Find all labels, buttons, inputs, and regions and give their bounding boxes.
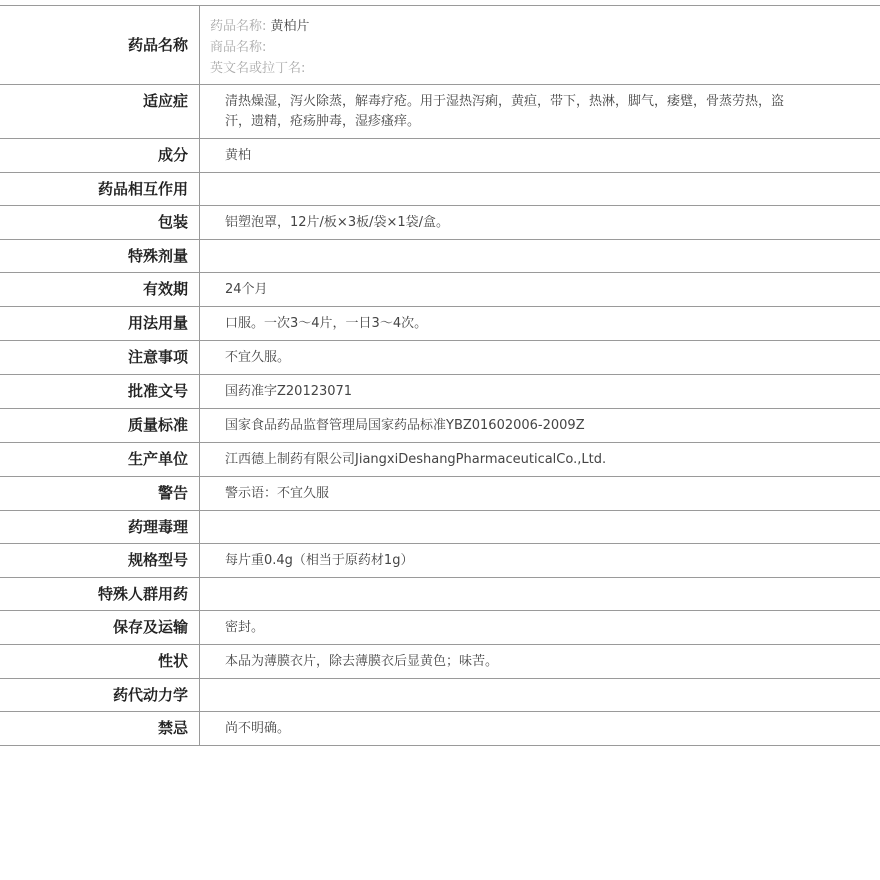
row-value: 黄柏 [225, 148, 252, 163]
row-label: 批准文号 [0, 375, 200, 408]
row-value: 江西德上制药有限公司JiangxiDeshangPharmaceuticalCo.,Ltd. [225, 452, 607, 467]
row-pharmacokinetics [0, 679, 880, 712]
row-label: 成分 [0, 139, 200, 172]
row-label: 质量标准 [0, 409, 200, 442]
row-label: 警告 [0, 477, 200, 510]
row-storage [0, 611, 880, 645]
row-ingredients [0, 139, 880, 173]
row-packaging [0, 206, 880, 240]
row-value: 不宜久服。 [225, 350, 291, 365]
row-label: 药理毒理 [0, 511, 200, 543]
latin-name-key: 英文名或拉丁名: [210, 61, 306, 76]
row-value [200, 240, 880, 272]
trade-name-line [210, 37, 880, 58]
row-label: 规格型号 [0, 544, 200, 577]
row-label: 禁忌 [0, 712, 200, 745]
row-label: 特殊人群用药 [0, 578, 200, 610]
row-indications [0, 85, 880, 139]
row-warning [0, 477, 880, 511]
row-value: 国药准字Z20123071 [225, 384, 353, 399]
row-label: 特殊剂量 [0, 240, 200, 272]
row-contraindications [0, 712, 880, 746]
row-label: 药代动力学 [0, 679, 200, 711]
row-quality-standard [0, 409, 880, 443]
row-value: 密封。 [225, 620, 265, 635]
row-label: 用法用量 [0, 307, 200, 340]
row-label: 药品相互作用 [0, 173, 200, 205]
row-label: 药品名称 [0, 6, 200, 84]
row-specification [0, 544, 880, 578]
row-value: 国家食品药品监督管理局国家药品标准YBZ01602006-2009Z [225, 418, 585, 433]
generic-name-value: 黄柏片 [270, 19, 310, 34]
row-value: 口服。一次3～4片，一日3～4次。 [225, 316, 428, 331]
row-value [200, 173, 880, 205]
row-value [200, 679, 880, 711]
row-value: 警示语：不宜久服 [225, 486, 330, 501]
row-description [0, 645, 880, 679]
trade-name-key: 商品名称: [210, 40, 267, 55]
row-value: 本品为薄膜衣片，除去薄膜衣后显黄色；味苦。 [225, 654, 499, 669]
drug-name-values [200, 6, 880, 84]
row-pharmacology [0, 511, 880, 544]
row-dosage [0, 307, 880, 341]
row-interactions [0, 173, 880, 206]
row-label: 包装 [0, 206, 200, 239]
generic-name-line [210, 16, 880, 37]
row-special-dosage [0, 240, 880, 273]
row-value: 清热燥湿，泻火除蒸，解毒疗疮。用于湿热泻痢，黄疸，带下，热淋，脚气，痿躄，骨蒸劳热，盗汗，遗精，疮疡肿毒，湿疹瘙痒。 [225, 94, 785, 129]
row-value [200, 578, 880, 610]
row-label: 性状 [0, 645, 200, 678]
drug-spec-table [0, 5, 880, 746]
row-special-populations [0, 578, 880, 611]
generic-name-key: 药品名称: [210, 19, 267, 34]
row-label: 适应症 [0, 85, 200, 138]
row-label: 有效期 [0, 273, 200, 306]
row-label: 注意事项 [0, 341, 200, 374]
row-value [200, 511, 880, 543]
row-shelf-life [0, 273, 880, 307]
latin-name-line [210, 58, 880, 79]
row-label: 生产单位 [0, 443, 200, 476]
row-value: 铝塑泡罩，12片/板×3板/袋×1袋/盒。 [225, 215, 450, 230]
row-value: 每片重0.4g（相当于原药材1g） [225, 553, 414, 568]
row-manufacturer [0, 443, 880, 477]
row-label: 保存及运输 [0, 611, 200, 644]
row-drug-name [0, 6, 880, 85]
row-precautions [0, 341, 880, 375]
row-approval-number [0, 375, 880, 409]
row-value: 尚不明确。 [225, 721, 291, 736]
row-value: 24个月 [225, 282, 268, 297]
